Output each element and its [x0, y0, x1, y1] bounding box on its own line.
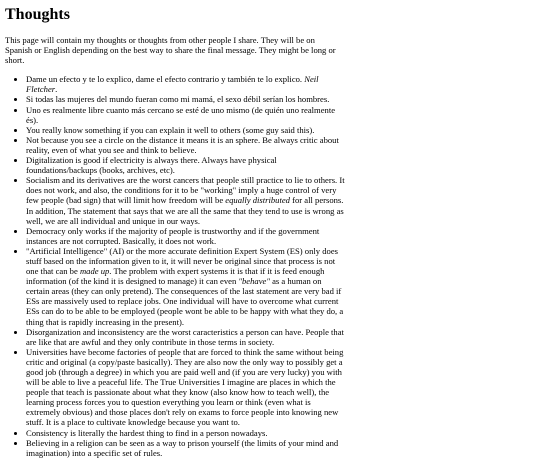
thought-item — [26, 105, 346, 125]
thought-text: Democracy only works if the majority of people is trustworthy and if the government instances are not corrupted. Basically, it does not work. — [26, 225, 320, 246]
thought-text: Believing in a religion can be seen as a way to prison yourself (the limits of your mind and imagination) into a specific set of rules. — [26, 437, 339, 458]
thought-item — [26, 175, 346, 225]
thought-item — [26, 125, 346, 135]
thought-item — [26, 428, 346, 438]
thought-text: Not because you see a circle on the distance it means it is an sphere. Be always critic about reality, even of what you see and think to believe. — [26, 134, 339, 155]
thought-text: Socialism and its derivatives are the worst cancers that people still practice to lie to others. It does not work, and also, the conditions for it to be "working" imply a huge control of very few people (bad sign) that will limit how freedom will be — [26, 175, 345, 206]
page-title: Thoughts — [5, 6, 70, 23]
thought-text: Consistency is literally the hardest thing to find in a person nowadays. — [26, 427, 268, 438]
thought-item — [26, 226, 346, 246]
thought-item — [26, 438, 346, 458]
thought-item — [26, 94, 346, 104]
thought-text: "Artificial Intelligence" (AI) or the more accurate definition Expert System (ES) only does stuff based on the information given to it, it will never be original since that process is not one that can be — [26, 245, 338, 277]
emphasized-text: made up — [79, 266, 110, 277]
thought-text: Si todas las mujeres del mundo fueran como mi mamá, el sexo débil serían los hombres. — [26, 94, 330, 105]
emphasized-text: "behave" — [238, 276, 270, 287]
thought-item — [26, 155, 346, 175]
thought-item — [26, 74, 346, 94]
thought-text: Dame un efecto y te lo explico, dame el efecto contrario y también te lo explico. — [26, 74, 305, 85]
page-intro: This page will contain my thoughts or thoughts from other people I share. They will be on Spanish or English depending on the best way to share the final message. They might be long or short. — [5, 35, 336, 66]
thought-text: Uno es realmente libre cuanto más cercano se esté de uno mismo (de quién uno realmente és). — [26, 104, 336, 125]
thought-text: . The problem with expert systems it is that if it is feed enough information (of the kind it is designed to manage) it can even — [26, 266, 325, 287]
thought-item — [26, 347, 346, 428]
thought-text: for all persons. In addition, The statement that says that we are all the same that they tend to use is wrong as well, we are all individual and unique in our ways. — [26, 195, 344, 226]
thought-list — [5, 74, 346, 458]
thought-item — [26, 246, 346, 327]
emphasized-text: equally distributed — [225, 195, 290, 206]
thought-text: as a human on certain areas (they can only pretend). The consequences of the last statement are very bad if ESs are massively used to replace jobs. One individual will have to overcome what current ESs can do to be able to be employed (people wont be able to be happy with what they do, a thing that is rapidly increasing in the present). — [26, 276, 344, 327]
thought-text: Disorganization and inconsistency are the worst caracteristics a person can have. People that are like that are awful and they only contribute in those terms in society. — [26, 326, 344, 347]
emphasized-text: Neil Fletcher — [26, 74, 319, 95]
thought-text: Universities have become factories of people that are forced to think the same without being critic and original (a copy/paste basically). They are also now the only way to possibly get a good job (through a degree) in which you are paid well and (if you are very lucky) you with will be able to live a peaceful life. The True Universities I imagine are places in which the people that teach is passionate about what they know (also know how to teach well), the learning process forces you to question everything you learn or think (even what is extremely obvious) and those places don't rely on exams to force people into knowing new stuff. It is a place to cultivate knowledge because you want to. — [26, 346, 344, 428]
thought-item — [26, 327, 346, 347]
thought-text: . — [55, 84, 58, 95]
thought-text: You really know something if you can explain it well to others (some guy said this). — [26, 124, 315, 135]
thought-item — [26, 135, 346, 155]
thought-text: Digitalization is good if electricity is always there. Always have physical foundations/backups (books, archives, etc). — [26, 155, 277, 176]
